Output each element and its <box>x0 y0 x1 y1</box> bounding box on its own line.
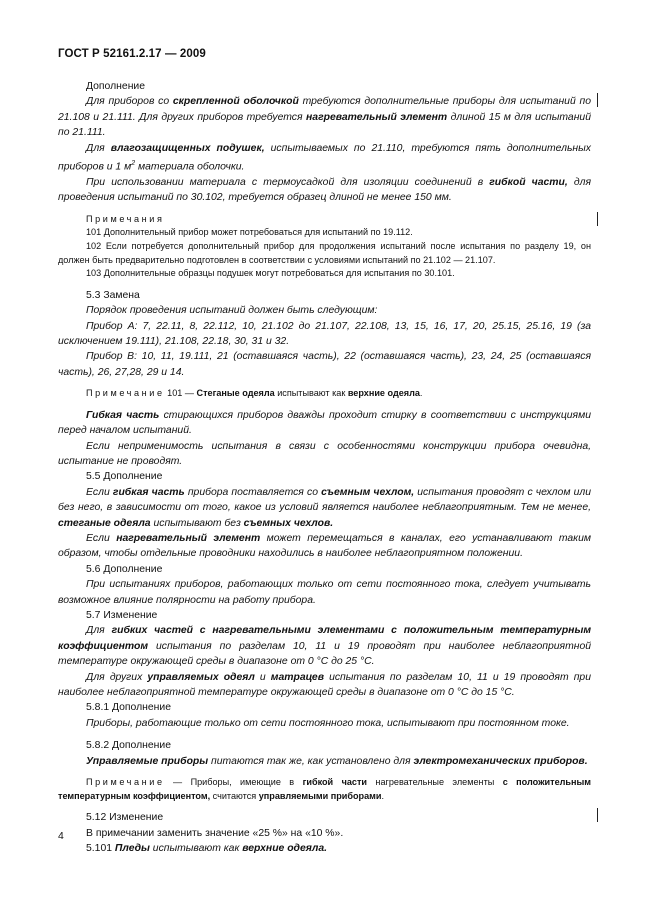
paragraph: Прибор А: 7, 22.11, 8, 22.112, 10, 21.102 до 21.107, 22.108, 13, 15, 16, 17, 20, 25.15, 25.16, 19 (за исключением 19.111), 21.108, 22.18, 30, 31 и 32. <box>58 320 591 347</box>
change-bar <box>597 808 598 822</box>
paragraph: Если гибкая часть прибора поставляется со съемным чехлом, испытания проводят с чехлом или без него, в зависимости от того, какое из условий является наиболее неблагоприятным. Тем не менее, стеганые одеяла испытывают без съемных чехлов. <box>58 486 591 529</box>
note-item: Примечание 101 — Стеганые одеяла испытывают как верхние одеяла. <box>86 388 423 399</box>
section-title: Дополнение <box>86 81 146 92</box>
section-title: 5.6 Дополнение <box>86 563 163 575</box>
section-title: 5.3 Замена <box>86 289 140 301</box>
paragraph: Для гибких частей с нагревательными элементами с положительным температурным коэффициентом испытания по разделам 10, 11 и 19 проводят при наиболее неблагоприятной температуре окружающей среды в диапазоне от 0 °С до 25 °С. <box>58 625 592 668</box>
section-title: 5.5 Дополнение <box>86 471 163 483</box>
note-item: 102 Если потребуется дополнительный прибор для продолжения испытаний после испытания по разделу 19, он должен быть предварительно подготовлен в соответствии с условиями испытаний по 21.102 — 21.107. <box>58 240 591 265</box>
document-header: ГОСТ Р 52161.2.17 — 2009 <box>58 48 206 60</box>
note-item: Примечание — Приборы, имеющие в гибкой части нагревательные элементы с положительным температурным коэффициентом, считаются управляемыми приборами. <box>58 777 591 801</box>
change-bar <box>597 93 598 107</box>
paragraph: Порядок проведения испытаний должен быть следующим: <box>86 305 378 317</box>
paragraph: Для влагозащищенных подушек, испытываемых по 21.110, требуются пять дополнительных приборов и 1 $м^2$ материала оболочки. <box>58 142 591 173</box>
page-number: 4 <box>58 831 64 842</box>
note-item: 103 Дополнительные образцы подушек могут потребоваться для испытания по 30.101. <box>86 268 455 279</box>
notes-label: Примечания <box>86 213 165 224</box>
paragraph: 5.101 Пледы испытывают как верхние одеяла. <box>86 843 327 855</box>
paragraph: Для приборов со скрепленной оболочкой требуются дополнительные приборы для испытаний по 21.108 и 21.111. Для других приборов требуется нагревательный элемент длиной 15 м для испытаний по 21.111. <box>58 96 591 139</box>
paragraph: Приборы, работающие только от сети постоянного тока, испытывают при постоянном токе. <box>86 717 570 729</box>
change-bar <box>597 212 598 226</box>
paragraph: При испытаниях приборов, работающих только от сети постоянного тока, следует учитывать возможное влияние полярности на работу прибора. <box>58 579 591 606</box>
paragraph: Управляемые приборы питаются так же, как установлено для электромеханических приборов. <box>86 755 588 767</box>
page-content <box>58 79 591 856</box>
paragraph: При использовании материала с термоусадкой для изоляции соединений в гибкой части, для проведения испытаний по 30.102, требуется образец длиной не менее 150 мм. <box>58 176 591 204</box>
paragraph: Если неприменимость испытания в связи с особенностями конструкции прибора очевидна, испытание не проводят. <box>58 440 591 467</box>
paragraph: Гибкая часть стирающихся приборов дважды проходит стирку в соответствии с инструкциями перед началом испытаний. <box>58 409 591 437</box>
section-title: 5.8.2 Дополнение <box>86 740 172 752</box>
paragraph: Прибор В: 10, 11, 19.111, 21 (оставшаяся часть), 22 (оставшаяся часть), 23, 24, 25 (оставшаяся часть), 26, 27,28, 29 и 14. <box>58 351 591 378</box>
section-title: 5.8.1 Дополнение <box>86 702 172 714</box>
paragraph: Если нагревательный элемент может перемещаться в каналах, его устанавливают таким образом, чтобы отдельные проводники находились в наиболее неблагоприятном положении. <box>58 532 591 560</box>
paragraph: В примечании заменить значение «25 %» на «10 %». <box>86 827 344 839</box>
note-item: 101 Дополнительный прибор может потребоваться для испытаний по 19.112. <box>86 227 413 238</box>
paragraph: Для других управляемых одеял и матрацев испытания по разделам 10, 11 и 19 проводят при наиболее неблагоприятной температуре окружающей среды в диапазоне от 0 °С до 15 °С. <box>58 671 591 699</box>
section-title: 5.7 Изменение <box>86 610 158 621</box>
section-title: 5.12 Изменение <box>86 812 164 824</box>
